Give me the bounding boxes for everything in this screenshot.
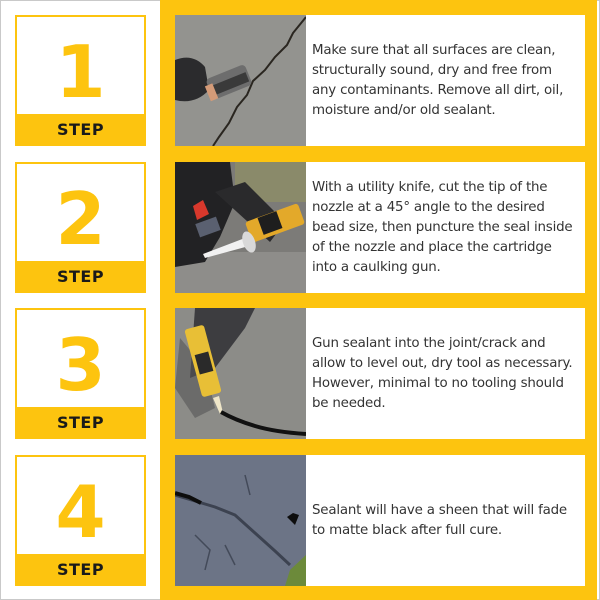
wire-brush-photo-icon <box>175 15 306 146</box>
applying-sealant-photo-icon <box>175 308 306 439</box>
cured-crack-photo-icon <box>175 455 306 586</box>
step-number: 2 <box>55 177 106 261</box>
step-text: Sealant will have a sheen that will fade to matte black after full cure. <box>312 502 567 538</box>
step-1-photo <box>175 15 306 146</box>
step-text: Gun sealant into the joint/crack and allow to level out, dry tool as necessary. However, minimal to no tooling should be needed. <box>312 335 573 411</box>
step-3-description <box>306 308 585 439</box>
step-text: Make sure that all surfaces are clean, structurally sound, dry and free from any contaminants. Remove all dirt, oil, moisture and/or old sealant. <box>312 42 564 118</box>
step-label: STEP <box>17 261 144 291</box>
step-2-photo <box>175 162 306 293</box>
step-number: 4 <box>55 470 106 554</box>
step-2-description <box>306 162 585 293</box>
step-number: 3 <box>55 323 106 407</box>
step-3-badge <box>15 308 146 439</box>
step-4-photo <box>175 455 306 586</box>
step-label: STEP <box>17 554 144 584</box>
step-4-badge <box>15 455 146 586</box>
step-label: STEP <box>17 114 144 144</box>
step-3-photo <box>175 308 306 439</box>
step-text: With a utility knife, cut the tip of the nozzle at a 45° angle to the desired bead size, then puncture the seal inside of the nozzle and place the cartridge into a caulking gun. <box>312 179 573 275</box>
step-number: 1 <box>55 30 106 114</box>
step-1-description <box>306 15 585 146</box>
step-4-description <box>306 455 585 586</box>
step-2-badge <box>15 162 146 293</box>
step-1-badge <box>15 15 146 146</box>
step-label: STEP <box>17 407 144 437</box>
utility-knife-nozzle-photo-icon <box>175 162 306 293</box>
